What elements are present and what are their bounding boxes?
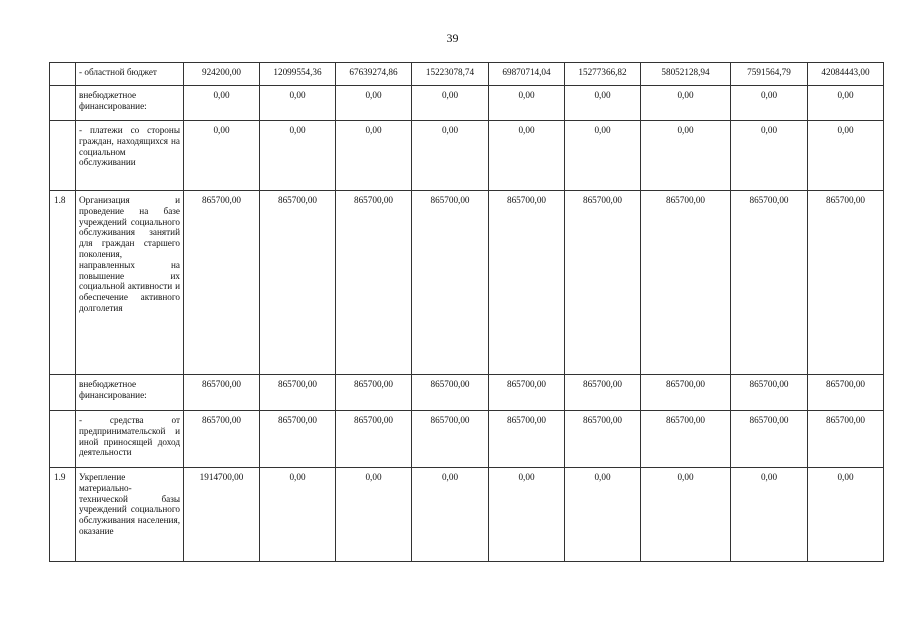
value-cell: 865700,00: [184, 191, 260, 375]
row-label: - областной бюджет: [76, 63, 184, 86]
value-cell: 15277366,82: [565, 63, 641, 86]
value-cell: 0,00: [489, 121, 565, 191]
value-cell: 865700,00: [565, 191, 641, 375]
value-cell: 0,00: [731, 121, 808, 191]
value-cell: 7591564,79: [731, 63, 808, 86]
value-cell: 0,00: [412, 86, 489, 121]
value-cell: 69870714,04: [489, 63, 565, 86]
value-cell: 0,00: [336, 468, 412, 562]
budget-table: [49, 62, 884, 562]
value-cell: 0,00: [808, 468, 884, 562]
row-index: 1.8: [50, 191, 76, 375]
page-number: 39: [446, 31, 459, 45]
value-cell: 67639274,86: [336, 63, 412, 86]
value-cell: 0,00: [808, 121, 884, 191]
row-index: [50, 411, 76, 468]
row-index: [50, 121, 76, 191]
row-label: внебюджетное финансирование:: [76, 86, 184, 121]
value-cell: 865700,00: [641, 191, 731, 375]
value-cell: 865700,00: [336, 411, 412, 468]
value-cell: 865700,00: [808, 375, 884, 411]
value-cell: 0,00: [184, 121, 260, 191]
value-cell: 1914700,00: [184, 468, 260, 562]
value-cell: 865700,00: [489, 375, 565, 411]
row-label: - средства от предпринимательской и иной приносящей доход деятельности: [76, 411, 184, 468]
value-cell: 15223078,74: [412, 63, 489, 86]
value-cell: 0,00: [336, 86, 412, 121]
value-cell: 865700,00: [336, 191, 412, 375]
value-cell: 0,00: [184, 86, 260, 121]
value-cell: 0,00: [412, 468, 489, 562]
row-index: [50, 63, 76, 86]
row-label: Организация и проведение на базе учреждений социального обслуживания занятий для граждан старшего поколения, направленных на повышение их социальной активности и обеспечение активного долголетия: [76, 191, 184, 375]
value-cell: 0,00: [412, 121, 489, 191]
value-cell: 0,00: [808, 86, 884, 121]
value-cell: 0,00: [489, 468, 565, 562]
table-row: [50, 411, 884, 468]
value-cell: 0,00: [731, 86, 808, 121]
row-index: 1.9: [50, 468, 76, 562]
value-cell: 58052128,94: [641, 63, 731, 86]
row-label: внебюджетное финансирование:: [76, 375, 184, 411]
value-cell: 865700,00: [412, 411, 489, 468]
table-row: [50, 191, 884, 375]
value-cell: 0,00: [731, 468, 808, 562]
value-cell: 865700,00: [184, 375, 260, 411]
value-cell: 0,00: [260, 121, 336, 191]
value-cell: 0,00: [489, 86, 565, 121]
value-cell: 865700,00: [731, 191, 808, 375]
table-row: [50, 63, 884, 86]
value-cell: 865700,00: [489, 411, 565, 468]
row-label: - платежи со стороны граждан, находящихся на социальном обслуживании: [76, 121, 184, 191]
value-cell: 865700,00: [808, 411, 884, 468]
value-cell: 924200,00: [184, 63, 260, 86]
value-cell: 42084443,00: [808, 63, 884, 86]
value-cell: 865700,00: [184, 411, 260, 468]
value-cell: 865700,00: [489, 191, 565, 375]
value-cell: 865700,00: [565, 375, 641, 411]
value-cell: 0,00: [641, 86, 731, 121]
value-cell: 865700,00: [731, 411, 808, 468]
value-cell: 865700,00: [260, 411, 336, 468]
row-index: [50, 86, 76, 121]
value-cell: 0,00: [260, 468, 336, 562]
value-cell: 0,00: [641, 121, 731, 191]
value-cell: 865700,00: [412, 375, 489, 411]
value-cell: 865700,00: [641, 375, 731, 411]
row-index: [50, 375, 76, 411]
value-cell: 0,00: [565, 468, 641, 562]
table-row: [50, 375, 884, 411]
row-label: Укрепление материально-технической базы учреждений социального обслуживания населения, оказание: [76, 468, 184, 562]
value-cell: 0,00: [260, 86, 336, 121]
table-row: [50, 121, 884, 191]
value-cell: 0,00: [641, 468, 731, 562]
value-cell: 12099554,36: [260, 63, 336, 86]
value-cell: 865700,00: [412, 191, 489, 375]
value-cell: 0,00: [565, 121, 641, 191]
value-cell: 865700,00: [641, 411, 731, 468]
value-cell: 865700,00: [731, 375, 808, 411]
value-cell: 865700,00: [336, 375, 412, 411]
value-cell: 865700,00: [808, 191, 884, 375]
table-row: [50, 468, 884, 562]
value-cell: 865700,00: [260, 375, 336, 411]
value-cell: 0,00: [565, 86, 641, 121]
table-row: [50, 86, 884, 121]
value-cell: 0,00: [336, 121, 412, 191]
value-cell: 865700,00: [260, 191, 336, 375]
value-cell: 865700,00: [565, 411, 641, 468]
